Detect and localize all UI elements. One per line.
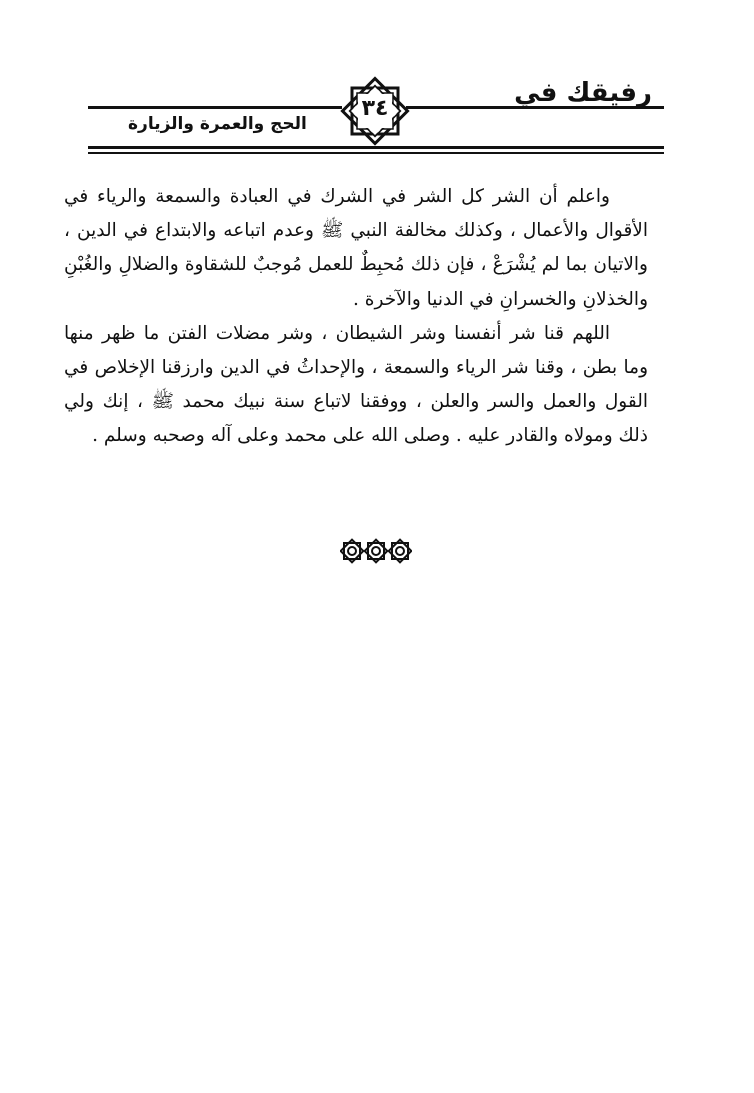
book-title-top: رفيقك في xyxy=(514,78,652,108)
paragraph-1: واعلم أن الشر كل الشر في الشرك في العبادة والسمعة والرياء في الأقوال والأعمال ، وكذلك مخالفة النبي ﷺ وعدم اتباعه والابتداع في الدين ، والاتيان بما لم يُشْرَعْ ، فإن ذلك مُحبِطٌ للعمل مُوجبٌ للشقاوة والضلالِ والغُبْنِ والخذلانِ والخسرانِ في الدنيا والآخرة . xyxy=(64,186,648,310)
header-rule-upper-left xyxy=(88,106,342,109)
header-rule-lower-thick xyxy=(88,146,664,149)
triple-star-flower-ornament-icon xyxy=(340,538,412,564)
paragraph-2: اللهم قنا شر أنفسنا وشر الشيطان ، وشر مضلات الفتن ما ظهر منها وما بطن ، وقنا شر الرياء والسمعة ، والإحداثُ في الدين وارزقنا الإخلاص في القول والعمل والسر والعلن ، ووفقنا لاتباع سنة نبيك محمد ﷺ ، إنك ولي ذلك ومولاه والقادر عليه . وصلى الله على محمد وعلى آله وصحبه وسلم . xyxy=(64,322,648,447)
book-title-bottom: الحج والعمرة والزيارة xyxy=(128,114,307,134)
page-number-badge xyxy=(338,74,412,148)
body-text xyxy=(64,180,648,454)
page-number: ٣٤ xyxy=(361,96,389,121)
header-rule-lower-thin xyxy=(88,152,664,154)
page-header xyxy=(88,62,664,162)
